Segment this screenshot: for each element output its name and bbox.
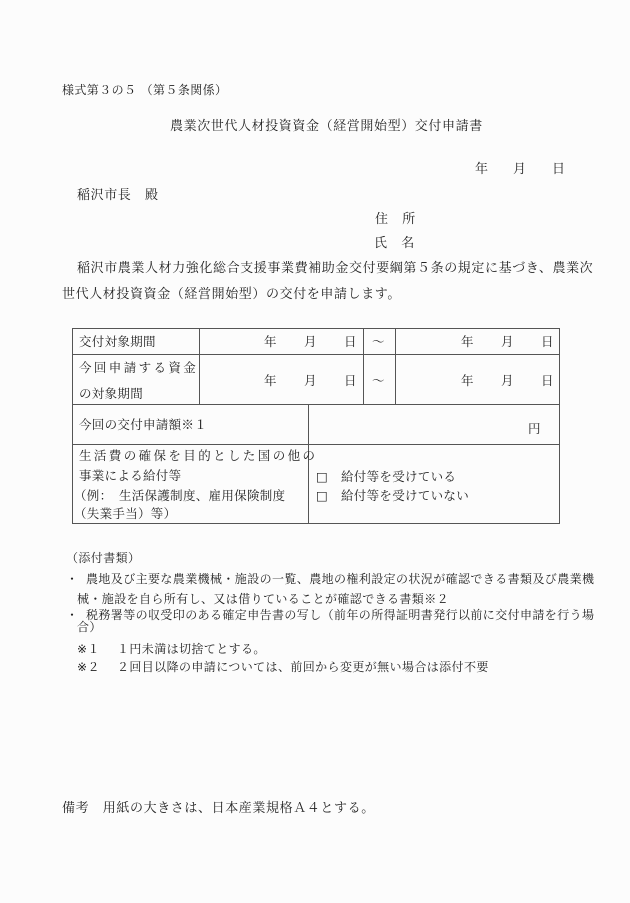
form-number: 様式第３の５ （第５条関係）: [62, 83, 228, 97]
application-statement-line1: 稲沢市農業人材力強化総合支援事業費補助金交付要綱第５条の規定に基づき、農業次: [77, 261, 594, 276]
grant-period-to-month[interactable]: 月: [501, 334, 514, 349]
receiving-benefits-label: 給付等を受けている: [341, 469, 457, 484]
address-label: 住 所: [375, 212, 416, 227]
requested-period-from-year[interactable]: 年: [264, 373, 277, 388]
attachment-item-2-line1: 税務署等の収受印のある確定申告書の写し（前年の所得証明書発行以前に交付申請を行う場: [86, 608, 595, 622]
application-table: [72, 328, 560, 524]
table-row-divider: [73, 444, 559, 445]
attachments-title: （添付書類）: [66, 551, 141, 565]
date-year-label: 年: [475, 162, 489, 177]
remarks: 備考 用紙の大きさは、日本産業規格Ａ４とする。: [62, 801, 375, 816]
table-row-divider: [73, 354, 559, 355]
other-benefits-label-line1: 生活費の確保を目的とした国の他の: [79, 448, 318, 463]
requested-period-from-month[interactable]: 月: [304, 373, 317, 388]
application-statement-line2: 世代人材投資資金（経営開始型）の交付を申請します。: [62, 287, 401, 302]
requested-period-label-line1: 今回申請する資金: [79, 360, 199, 375]
note-1-mark: ※１: [77, 642, 100, 656]
requested-period-to-month[interactable]: 月: [501, 373, 514, 388]
bullet-icon: ・: [66, 572, 79, 586]
addressee: 稲沢市長 殿: [77, 188, 159, 203]
attachment-item-2-line2: 合）: [77, 620, 102, 634]
grant-period-from-day[interactable]: 日: [344, 334, 357, 349]
grant-period-from-year[interactable]: 年: [264, 334, 277, 349]
not-receiving-benefits-checkbox[interactable]: □: [316, 488, 329, 503]
note-2-text: ２回目以降の申請については、前回から変更が無い場合は添付不要: [117, 660, 489, 674]
other-benefits-label-line2: 事業による給付等: [79, 468, 182, 483]
attachment-item-1-line1: 農地及び主要な農業機械・施設の一覧、農地の権利設定の状況が確認できる書類及び農業機: [86, 572, 595, 586]
requested-period-to-day[interactable]: 日: [541, 373, 554, 388]
name-label: 氏 名: [374, 236, 415, 251]
grant-period-from-month[interactable]: 月: [304, 334, 317, 349]
bullet-icon: ・: [66, 608, 79, 622]
attachment-item-1-line2: 械・施設を自ら所有し、又は借りていることが確認できる書類※２: [77, 592, 450, 606]
requested-period-separator: ～: [372, 373, 385, 388]
table-col-divider: [308, 404, 309, 523]
requested-period-to-year[interactable]: 年: [461, 373, 474, 388]
date-month-label: 月: [513, 162, 527, 177]
other-benefits-label-line3: （例： 生活保護制度、雇用保険制度: [74, 488, 286, 503]
requested-period-label-line2: の対象期間: [79, 386, 144, 401]
requested-amount-label: 今回の交付申請額※１: [79, 417, 208, 432]
table-col-divider: [363, 329, 364, 404]
table-row-divider: [73, 404, 559, 405]
note-1-text: １円未満は切捨てとする。: [117, 642, 266, 656]
table-col-divider: [395, 329, 396, 404]
table-col-divider: [199, 329, 200, 404]
grant-period-label: 交付対象期間: [79, 334, 156, 349]
document-title: 農業次世代人材投資資金（経営開始型）交付申請書: [170, 119, 483, 134]
requested-period-from-day[interactable]: 日: [344, 373, 357, 388]
grant-period-to-year[interactable]: 年: [461, 334, 474, 349]
date-day-label: 日: [552, 162, 566, 177]
other-benefits-label-line4: （失業手当）等）: [74, 506, 177, 521]
grant-period-separator: ～: [372, 334, 385, 349]
requested-amount-unit[interactable]: 円: [528, 421, 541, 436]
receiving-benefits-checkbox[interactable]: □: [316, 469, 329, 484]
grant-period-to-day[interactable]: 日: [541, 334, 554, 349]
not-receiving-benefits-label: 給付等を受けていない: [341, 488, 470, 503]
note-2-mark: ※２: [77, 660, 100, 674]
